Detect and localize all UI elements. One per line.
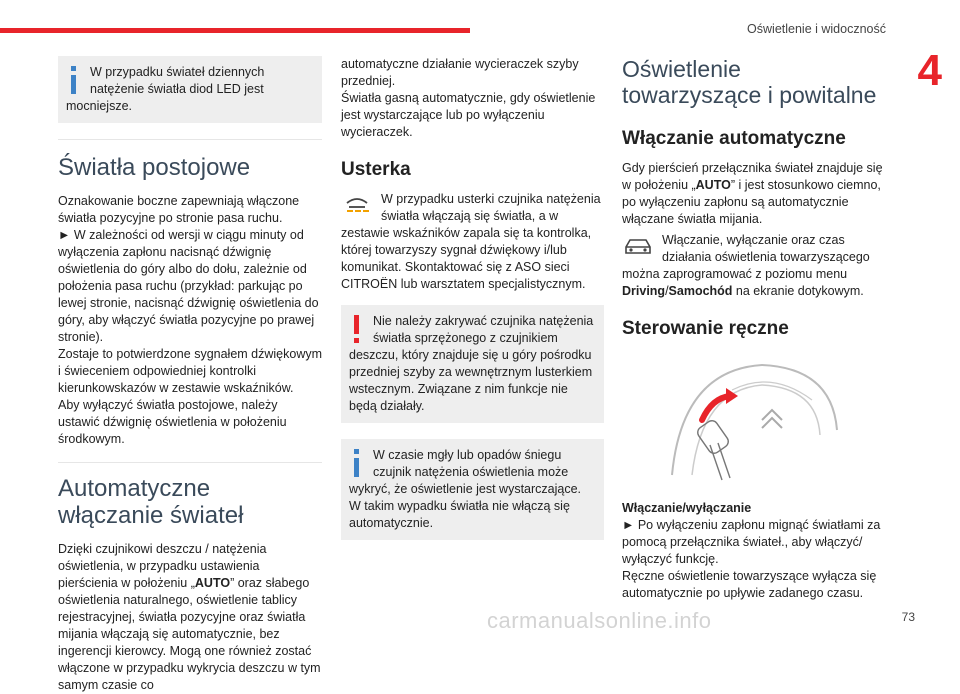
paragraph: ► Po wyłączeniu zapłonu mignąć światłami za pomocą przełącznika świateł., aby włączyć/ wyłączyć funkcję. bbox=[622, 518, 881, 566]
header-accent-bar bbox=[0, 28, 470, 33]
warning-note-sensor bbox=[341, 305, 604, 423]
heading-manual: Sterowanie ręczne bbox=[622, 318, 789, 339]
paragraph: Ręczne oświetlenie towarzyszące wyłącza się automatycznie po upływie zadanego czasu. bbox=[622, 569, 877, 600]
column-middle bbox=[341, 56, 604, 556]
paragraph: Światła gasną automatycznie, gdy oświetlenie jest wystarczające lub po wyłączeniu wycieraczek. bbox=[341, 91, 596, 139]
info-icon bbox=[349, 449, 365, 479]
note-text: Nie należy zakrywać czujnika natężenia światła sprzężonego z czujnikiem deszczu, który znajduje się u góry pośrodku przedniej szyby za wewnętrznym lusterkiem wstecznym. Związane z nim funkcje nie będą działały. bbox=[349, 314, 594, 413]
heading-auto-lights: Automatyczne włączanie świateł bbox=[58, 475, 244, 529]
info-icon bbox=[66, 66, 82, 96]
car-icon bbox=[622, 232, 654, 258]
paragraph: Włączanie, wyłączanie oraz czas działania oświetlenia towarzyszącego można zaprogramować z poziomu menu Driving/Samochód na ekranie dotykowym. bbox=[622, 233, 870, 298]
steering-wheel-diagram bbox=[622, 350, 842, 490]
heading-postojowe: Światła postojowe bbox=[58, 154, 251, 181]
info-note-drl bbox=[58, 56, 322, 123]
paragraph: Dzięki czujnikowi deszczu / natężenia oświetlenia, w przypadku ustawienia pierścienia w położeniu „AUTO” oraz słabego oświetlenia naturalnego, oświetlenie tablicy rejestracyjnej, światła pozycyjne oraz światła mijania włączają się automatycznie, bez ingerencji kierowcy. Mogą one również zostać włączone w przypadku wykrycia deszczu w tym samym czasie co bbox=[58, 542, 321, 692]
watermark: carmanualsonline.info bbox=[487, 608, 712, 633]
paragraph: Gdy pierścień przełącznika świateł znajduje się w położeniu „AUTO” i jest stosunkowo ciemno, po wyłączeniu zapłonu są automatycznie włączane światła mijania. bbox=[622, 161, 883, 226]
warning-icon bbox=[349, 315, 365, 345]
heading-auto: Włączanie automatyczne bbox=[622, 128, 846, 149]
page-number: 73 bbox=[901, 610, 915, 624]
heading-companion-lighting: Oświetlenie towarzyszące i powitalne bbox=[622, 56, 877, 108]
onoff-label: Włączanie/wyłączanie bbox=[622, 501, 752, 515]
paragraph: Oznakowanie boczne zapewniają włączone światła pozycyjne po stronie pasa ruchu. bbox=[58, 194, 300, 225]
note-text: W przypadku świateł dziennych natężenie światła diod LED jest mocniejsze. bbox=[66, 65, 265, 113]
section-title: Oświetlenie i widoczność bbox=[747, 22, 886, 36]
warning-lamp-icon bbox=[341, 193, 373, 219]
column-right bbox=[622, 56, 884, 602]
info-note-fog bbox=[341, 439, 604, 540]
paragraph: W przypadku usterki czujnika natężenia światła włączają się światła, a w zestawie wskaźników zapala się ta kontrolka, której towarzyszy sygnał dźwiękowy i/lub komunikat. Skontaktować się z ASO sieci CITROËN lub warsztatem specjalistycznym. bbox=[341, 192, 601, 291]
column-left bbox=[58, 56, 322, 694]
heading-usterka: Usterka bbox=[341, 159, 411, 180]
paragraph: ► W zależności od wersji w ciągu minuty od wyłączenia zapłonu nacisnąć dźwignię oświetlenia do góry albo do dołu, zależnie od położenia pasa ruchu (przykład: parkując po lewej stronie, nacisnąć dźwignię oświetlenia do góry, aby włączyć światła pozycyjne po prawej stronie). bbox=[58, 228, 319, 344]
chapter-number: 4 bbox=[917, 46, 942, 95]
paragraph: Aby wyłączyć światła postojowe, należy ustawić dźwignię oświetlenia w położeniu środkowym. bbox=[58, 398, 287, 446]
paragraph: automatyczne działanie wycieraczek szyby przedniej. bbox=[341, 57, 579, 88]
paragraph: Zostaje to potwierdzone sygnałem dźwiękowym i świeceniem odpowiedniej kontrolki kierunkowskazów w zestawie wskaźników. bbox=[58, 347, 323, 395]
note-text: W czasie mgły lub opadów śniegu czujnik natężenia oświetlenia może wykryć, że oświetlenie jest wystarczające. W takim wypadku światła nie włączą się automatycznie. bbox=[349, 448, 582, 530]
